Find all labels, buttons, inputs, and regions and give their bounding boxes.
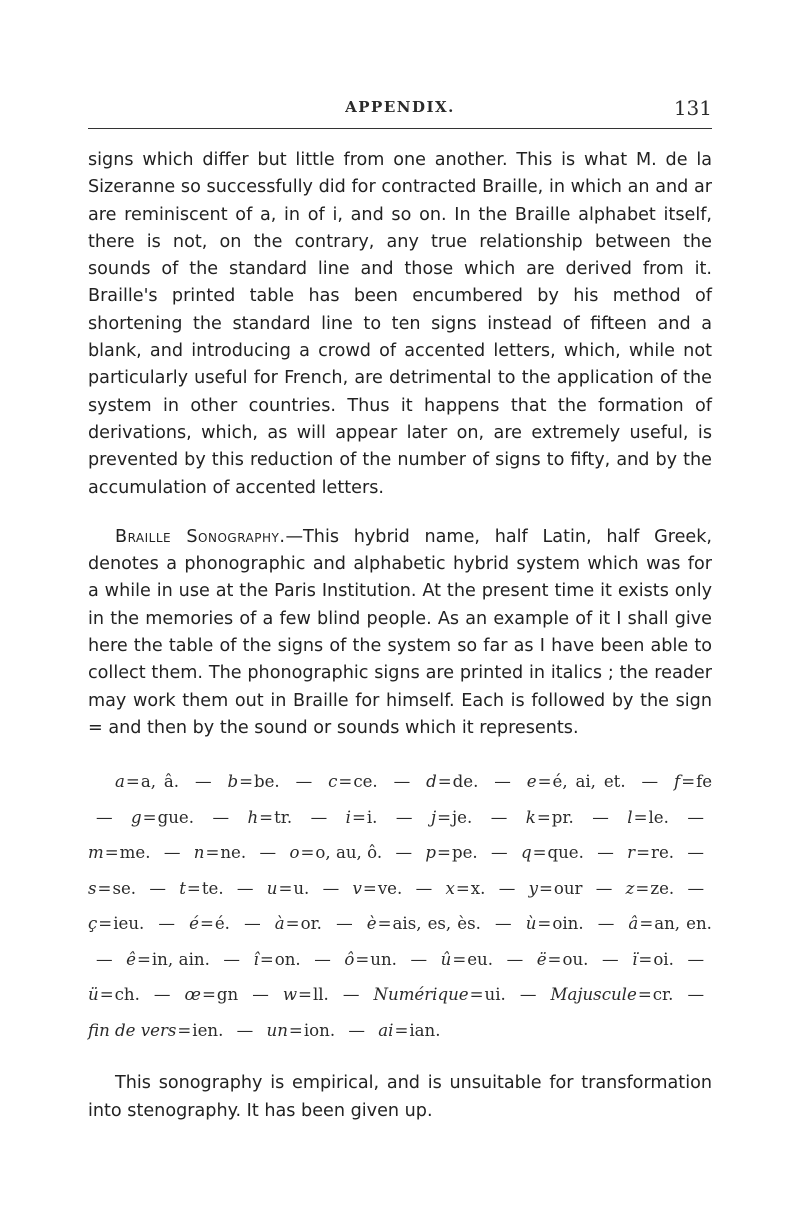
dash-separator: — (96, 807, 113, 827)
equals-sign: = (259, 807, 274, 827)
signs-table (88, 764, 712, 1048)
sign-entry (627, 808, 669, 827)
sign-symbol: j (430, 807, 437, 827)
equals-sign: = (351, 807, 366, 827)
sign-symbol: u (266, 878, 278, 898)
sign-sound: tr. (274, 807, 293, 827)
sign-sound: ien. (192, 1020, 224, 1040)
sign-entry (353, 879, 403, 898)
equals-sign: = (637, 985, 652, 1005)
sign-symbol: ï (632, 949, 638, 969)
equals-sign: = (239, 772, 253, 792)
sign-entry (185, 985, 239, 1004)
sign-entry (537, 950, 589, 969)
sign-entry (628, 914, 712, 933)
sign-symbol: ü (88, 985, 99, 1005)
dash-separator: — (393, 772, 411, 792)
page-number: 131 (673, 96, 712, 120)
sign-symbol: q (520, 843, 532, 863)
equals-sign: = (377, 914, 392, 934)
sign-sound: ch. (114, 985, 140, 1005)
sign-entry (445, 879, 485, 898)
sign-symbol: é (189, 914, 199, 934)
section-heading: Braille Sonography. (115, 526, 286, 547)
equals-sign: = (362, 878, 377, 898)
dash-separator: — (314, 949, 331, 969)
sign-entry (88, 914, 144, 933)
dash-separator: — (687, 949, 705, 969)
paragraph-3: This sonography is empirical, and is unsuitable for transformation into stenography. It has been given up. (88, 1073, 712, 1121)
sign-symbol: i (345, 807, 351, 827)
sign-entry (529, 879, 583, 898)
sign-sound: ian. (409, 1020, 441, 1040)
sign-symbol: ù (525, 914, 537, 934)
sign-sound: ze. (650, 878, 675, 898)
dash-separator: — (252, 985, 269, 1005)
sign-symbol: î (253, 949, 259, 969)
equals-sign: = (199, 914, 214, 934)
dash-separator: — (336, 914, 353, 934)
equals-sign: = (278, 878, 293, 898)
sign-entry (626, 879, 675, 898)
dash-separator: — (96, 949, 113, 969)
sign-symbol: y (528, 878, 538, 898)
sign-entry (367, 914, 481, 933)
dash-separator: — (601, 949, 619, 969)
header-title: APPENDIX. (345, 98, 455, 116)
equals-sign: = (288, 1020, 303, 1040)
sign-entry (527, 772, 626, 791)
dash-separator: — (687, 878, 705, 898)
dash-separator: — (163, 843, 181, 863)
sign-symbol: h (247, 807, 259, 827)
sign-sound: ou. (562, 949, 589, 969)
sign-symbol: è (366, 914, 377, 934)
dash-separator: — (491, 843, 508, 863)
sign-symbol: fin de vers (88, 1020, 177, 1040)
sign-symbol: û (440, 949, 452, 969)
sign-sound: ion. (303, 1020, 336, 1040)
equals-sign: = (681, 772, 696, 792)
sign-symbol: un (266, 1020, 288, 1040)
sign-symbol: â (628, 914, 639, 934)
sign-entry (247, 808, 292, 827)
sign-entry (267, 879, 310, 898)
equals-sign: = (298, 985, 312, 1005)
sign-entry (131, 808, 194, 827)
equals-sign: = (98, 914, 113, 934)
sign-entry (115, 772, 179, 791)
paragraph-1: signs which differ but little from one another. This is what M. de la Sizeranne so successfully did for contracted Braille, in which an and ar are reminiscent of a, in of i, and so on. In the Braille alphabet itself, there is not, on the contrary, any true relationship between the sounds of the standard line and those which are derived from it. Braille's printed table has been encumbered by his method of shortening the standard line to ten signs instead of fifteen and a blank, and introducing a crowd of accented letters, which, while not particularly useful for French, are detrimental to the application of the system in other countries. Thus it happens that the formation of derivations, which, as will appear later on, are extremely useful, is prevented by this reduction of the number of signs to fifty, and by the accumulation of accented letters. (88, 150, 712, 498)
dash-separator: — (687, 985, 705, 1005)
dash-separator: — (687, 807, 704, 827)
dash-separator: — (595, 878, 613, 898)
sign-sound: on. (274, 949, 301, 969)
sign-symbol: k (525, 807, 536, 827)
equals-sign: = (125, 772, 140, 792)
sign-symbol: a (115, 772, 125, 792)
sign-entry (88, 1021, 223, 1040)
sign-sound: que. (547, 843, 584, 863)
dash-separator: — (244, 914, 261, 934)
dash-separator: — (259, 843, 277, 863)
sign-entry (441, 950, 493, 969)
sign-entry (283, 985, 329, 1004)
equals-sign: = (635, 878, 650, 898)
sign-sound: oi. (653, 949, 674, 969)
sign-symbol: w (282, 985, 298, 1005)
sign-sound: ne. (220, 843, 247, 863)
sign-symbol: x (445, 878, 455, 898)
sign-sound: ieu. (113, 914, 145, 934)
body-text (88, 147, 712, 1125)
equals-sign: = (633, 807, 648, 827)
sign-symbol: ç (88, 914, 98, 934)
dash-separator: — (194, 772, 212, 792)
sign-entry (126, 950, 210, 969)
dash-separator: — (498, 878, 516, 898)
sign-entry (88, 879, 136, 898)
sign-sound: i. (366, 807, 378, 827)
sign-symbol: Numérique (373, 985, 469, 1005)
running-head (88, 96, 712, 126)
equals-sign: = (136, 949, 151, 969)
equals-sign: = (639, 914, 654, 934)
equals-sign: = (536, 807, 551, 827)
sign-symbol: ë (536, 949, 547, 969)
sign-sound: é, ai, et. (552, 772, 626, 792)
sign-symbol: v (352, 878, 362, 898)
equals-sign: = (547, 949, 562, 969)
equals-sign: = (142, 807, 157, 827)
sign-sound: oin. (552, 914, 584, 934)
sign-entry (627, 843, 674, 862)
header-rule (88, 128, 712, 129)
sign-entry (344, 950, 397, 969)
equals-sign: = (538, 878, 553, 898)
sign-sound: an, en. (654, 914, 712, 934)
sign-entry (194, 843, 246, 862)
equals-sign: = (537, 914, 552, 934)
sign-entry (425, 843, 477, 862)
equals-sign: = (177, 1020, 192, 1040)
sign-sound: pe. (451, 843, 478, 863)
sign-entry (346, 808, 378, 827)
sign-symbol: n (193, 843, 205, 863)
equals-sign: = (437, 807, 452, 827)
sign-symbol: Majuscule (550, 985, 637, 1005)
sign-sound: gn (216, 985, 239, 1005)
dash-separator: — (223, 949, 240, 969)
sign-symbol: f (674, 772, 681, 792)
equals-sign: = (186, 878, 201, 898)
sign-sound: te. (201, 878, 224, 898)
dash-separator: — (348, 1020, 365, 1040)
sign-sound: je. (452, 807, 473, 827)
equals-sign: = (437, 772, 452, 792)
dash-separator: — (295, 772, 313, 792)
dash-separator: — (506, 949, 524, 969)
sign-sound: ve. (377, 878, 403, 898)
sign-entry (674, 772, 712, 791)
sign-entry (267, 1021, 336, 1040)
equals-sign: = (452, 949, 467, 969)
sign-sound: me. (119, 843, 151, 863)
sign-entry (189, 914, 230, 933)
sign-sound: eu. (467, 949, 494, 969)
sign-sound: le. (648, 807, 669, 827)
equals-sign: = (355, 949, 370, 969)
sign-sound: é. (214, 914, 230, 934)
dash-separator: — (415, 878, 433, 898)
equals-sign: = (636, 843, 651, 863)
dash-separator: — (490, 807, 508, 827)
paragraph-2 (88, 524, 712, 742)
sign-sound: or. (300, 914, 322, 934)
equals-sign: = (285, 914, 300, 934)
dash-separator: — (153, 985, 171, 1005)
dash-separator: — (410, 949, 428, 969)
sign-entry (275, 914, 322, 933)
dash-separator: — (592, 807, 609, 827)
equals-sign: = (97, 878, 112, 898)
sign-sound: in, ain. (151, 949, 210, 969)
sign-entry (550, 985, 673, 1004)
equals-sign: = (300, 843, 315, 863)
sign-entry (431, 808, 472, 827)
dash-separator: — (495, 914, 512, 934)
dash-separator: — (236, 878, 254, 898)
sign-sound: ce. (353, 772, 378, 792)
sign-symbol: o (289, 843, 300, 863)
dash-separator: — (236, 1020, 254, 1040)
sign-entry (526, 914, 584, 933)
sign-entry (88, 843, 151, 862)
sign-sound: cr. (652, 985, 674, 1005)
dash-separator: — (494, 772, 511, 792)
sign-symbol: à (274, 914, 285, 934)
sign-entry (378, 1021, 440, 1040)
sign-sound: u. (293, 878, 310, 898)
sign-sound: gue. (157, 807, 194, 827)
dash-separator: — (322, 878, 340, 898)
dash-separator: — (395, 807, 413, 827)
sign-sound: fe (696, 772, 713, 792)
sign-sound: o, au, ô. (315, 843, 383, 863)
sign-symbol: d (426, 772, 437, 792)
sign-entry (179, 879, 223, 898)
sign-symbol: ô (344, 949, 355, 969)
equals-sign: = (455, 878, 470, 898)
sign-symbol: m (88, 843, 104, 863)
equals-sign: = (104, 843, 119, 863)
sign-sound: de. (452, 772, 479, 792)
sign-entry (521, 843, 584, 862)
equals-sign: = (205, 843, 220, 863)
sign-sound: x. (470, 878, 486, 898)
sign-entry (426, 772, 478, 791)
dash-separator: — (342, 985, 360, 1005)
equals-sign: = (259, 949, 274, 969)
sign-symbol: c (328, 772, 338, 792)
sign-sound: un. (370, 949, 397, 969)
sign-symbol: ai (378, 1020, 394, 1040)
sign-entry (632, 950, 674, 969)
equals-sign: = (394, 1020, 409, 1040)
sign-entry (88, 985, 140, 1004)
sign-symbol: t (179, 878, 186, 898)
sign-sound: a, â. (140, 772, 180, 792)
dash-separator: — (158, 914, 175, 934)
sign-symbol: l (627, 807, 633, 827)
equals-sign: = (537, 772, 552, 792)
sign-symbol: g (131, 807, 142, 827)
sign-symbol: e (526, 772, 537, 792)
sign-symbol: z (625, 878, 635, 898)
dash-separator: — (597, 843, 614, 863)
sign-sound: our (553, 878, 583, 898)
sign-sound: se. (112, 878, 137, 898)
sign-sound: ui. (484, 985, 506, 1005)
sign-entry (328, 772, 378, 791)
equals-sign: = (469, 985, 484, 1005)
equals-sign: = (437, 843, 451, 863)
sign-entry (289, 843, 382, 862)
equals-sign: = (532, 843, 547, 863)
sign-symbol: b (227, 772, 239, 792)
sign-sound: ll. (312, 985, 329, 1005)
dash-separator: — (519, 985, 537, 1005)
equals-sign: = (638, 949, 653, 969)
sign-symbol: r (627, 843, 636, 863)
dash-separator: — (395, 843, 413, 863)
equals-sign: = (338, 772, 353, 792)
sign-symbol: s (88, 878, 97, 898)
paragraph-2-text: —This hybrid name, half Latin, half Greek, denotes a phonographic and alphabetic hybrid system which was for a while in use at the Paris Institution. At the present time it exists only in the memories of a few blind people. As an example of it I shall give here the table of the signs of the system so far as I have been able to collect them. The phonographic signs are printed in italics ; the reader may work them out in Braille for himself. Each is followed by the sign = and then by the sound or sounds which it represents. (88, 526, 712, 738)
sign-sound: be. (253, 772, 280, 792)
sign-entry (373, 985, 505, 1004)
dash-separator: — (641, 772, 659, 792)
sign-entry (227, 772, 279, 791)
dash-separator: — (687, 843, 704, 863)
dash-separator: — (597, 914, 615, 934)
sign-entry (526, 808, 574, 827)
sign-sound: re. (651, 843, 675, 863)
dash-separator: — (310, 807, 328, 827)
equals-sign: = (99, 985, 114, 1005)
dash-separator: — (149, 878, 166, 898)
sign-entry (254, 950, 301, 969)
sign-sound: pr. (551, 807, 574, 827)
dash-separator: — (212, 807, 230, 827)
sign-symbol: œ (184, 985, 201, 1005)
sign-symbol: ê (126, 949, 136, 969)
sign-symbol: p (425, 843, 437, 863)
equals-sign: = (201, 985, 216, 1005)
sign-sound: ais, es, ès. (392, 914, 481, 934)
